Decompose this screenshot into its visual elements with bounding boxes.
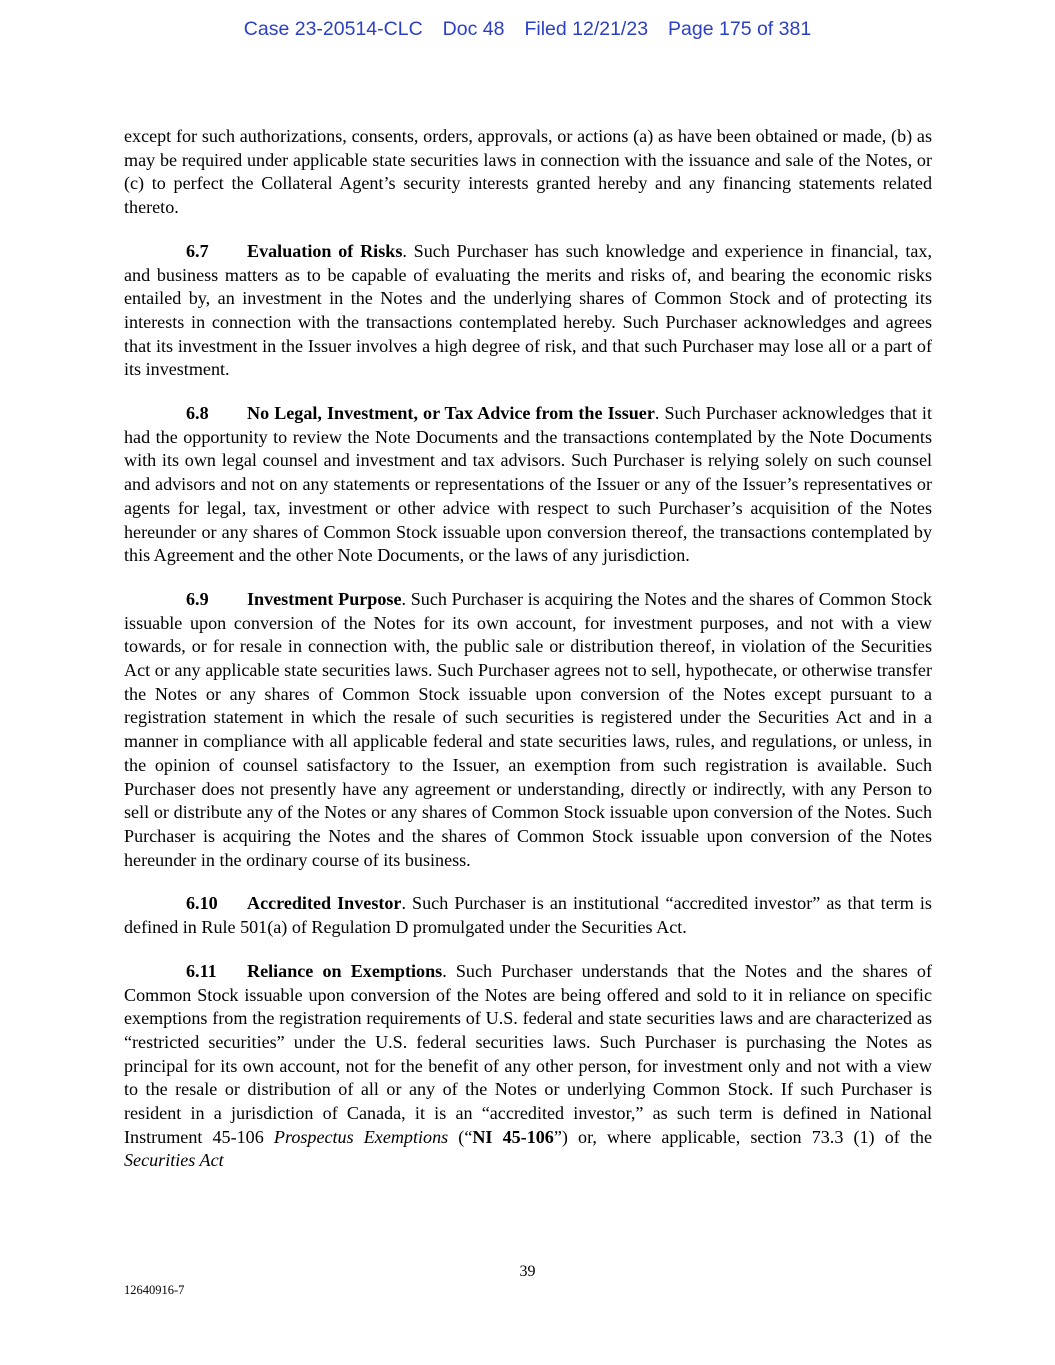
doc-number: Doc 48 bbox=[442, 18, 505, 40]
section-number: 6.7 bbox=[186, 240, 209, 261]
section-title: Investment Purpose bbox=[247, 588, 402, 609]
section-number: 6.8 bbox=[186, 403, 209, 424]
court-filing-header bbox=[0, 18, 1055, 41]
document-id: 12640916-7 bbox=[124, 1283, 185, 1297]
page-number: 39 bbox=[519, 1263, 536, 1280]
defined-term: NI 45-106 bbox=[472, 1126, 554, 1147]
section-title: No Legal, Investment, or Tax Advice from the Issuer bbox=[247, 403, 655, 424]
section-text: ”) or, where applicable, section 73.3 (1) of the bbox=[553, 1126, 932, 1147]
document-body bbox=[124, 125, 932, 1193]
section-text: . Such Purchaser is acquiring the Notes and the shares of Common Stock issuable upon conversion of the Notes for its own account, for investment purposes, and not with a view towards, or for resale in connection with, the public sale or distribution thereof, in violation of the Securities Act or any applicable state securities laws. Such Purchaser agrees not to sell, hypothecate, or otherwise transfer the Notes or any shares of Common Stock issuable upon conversion of the Notes except pursuant to a registration statement in which the resale of such securities is registered under the Securities Act and in a manner in compliance with all applicable federal and state securities laws, rules, and regulations, or unless, in the opinion of counsel satisfactory to the Issuer, an exemption from such registration is available. Such Purchaser does not presently have any agreement or understanding, directly or indirectly, with any Person to sell or distribute any of the Notes or any shares of Common Stock issuable upon conversion of the Notes. Such Purchaser is acquiring the Notes and the shares of Common Stock issuable upon conversion of the Notes hereunder in the ordinary course of its business. bbox=[124, 588, 933, 870]
case-number: Case 23-20514-CLC bbox=[243, 18, 423, 40]
paragraph-continuation: except for such authorizations, consents, orders, approvals, or actions (a) as have been obtained or made, (b) as may be required under applicable state securities laws in connection with the issuance and sale of the Notes, or (c) to perfect the Collateral Agent’s security interests granted hereby and any financing statements related thereto. bbox=[124, 126, 932, 218]
section-title: Accredited Investor bbox=[247, 893, 402, 914]
section-number: 6.11 bbox=[186, 960, 217, 981]
filed-date: Filed 12/21/23 bbox=[524, 18, 649, 40]
section-title: Evaluation of Risks bbox=[247, 240, 403, 261]
section-6-9 bbox=[124, 588, 932, 872]
section-text: . Such Purchaser has such knowledge and experience in financial, tax, and business matters as to be capable of evaluating the merits and risks of, and bearing the economic risks entailed by, an investment in the Notes and the underlying shares of Common Stock and of protecting its interests in connection with the transactions contemplated hereby. Such Purchaser acknowledges and agrees that its investment in the Issuer involves a high degree of risk, and that such Purchaser may lose all or a part of its investment. bbox=[124, 240, 932, 380]
section-number: 6.9 bbox=[186, 588, 209, 609]
italic-term: Securities Act bbox=[124, 1150, 224, 1171]
section-title: Reliance on Exemptions bbox=[247, 960, 443, 981]
section-number: 6.10 bbox=[186, 893, 218, 914]
section-text: . Such Purchaser is an institutional “accredited investor” as that term is defined in Rule 501(a) of Regulation D promulgated under the Securities Act. bbox=[124, 893, 932, 938]
page-of-total: Page 175 of 381 bbox=[668, 18, 812, 40]
section-text: (“ bbox=[448, 1126, 473, 1147]
section-text: . Such Purchaser understands that the Notes and the shares of Common Stock issuable upon conversion of the Notes are being offered and sold to it in reliance on specific exemptions from the registration requirements of U.S. federal and state securities laws and are characterized as “restricted securities” under the U.S. federal securities laws. Such Purchaser is purchasing the Notes as principal for its own account, not for the benefit of any other person, for investment only and not with a view to the resale or distribution of all or any of the Notes or underlying Common Stock. If such Purchaser is resident in a jurisdiction of Canada, it is an “accredited investor,” as such term is defined in National Instrument 45-106 bbox=[124, 960, 933, 1147]
section-6-8 bbox=[124, 402, 932, 568]
section-text: . Such Purchaser acknowledges that it had the opportunity to review the Note Documents and the transactions contemplated by the Note Documents with its own legal counsel and investment and tax advisors. Such Purchaser is relying solely on such counsel and advisors and not on any statements or representations of the Issuer or any of the Issuer’s representatives or agents for legal, tax, investment or other advice with respect to such Purchaser’s acquisition of the Notes hereunder or any shares of Common Stock issuable upon conversion thereof, the transactions contemplated by this Agreement and the other Note Documents, or the laws of any jurisdiction. bbox=[124, 403, 932, 566]
section-6-7 bbox=[124, 240, 932, 382]
italic-term: Prospectus Exemptions bbox=[273, 1126, 449, 1147]
section-6-10 bbox=[124, 892, 932, 939]
section-6-11 bbox=[124, 960, 932, 1173]
